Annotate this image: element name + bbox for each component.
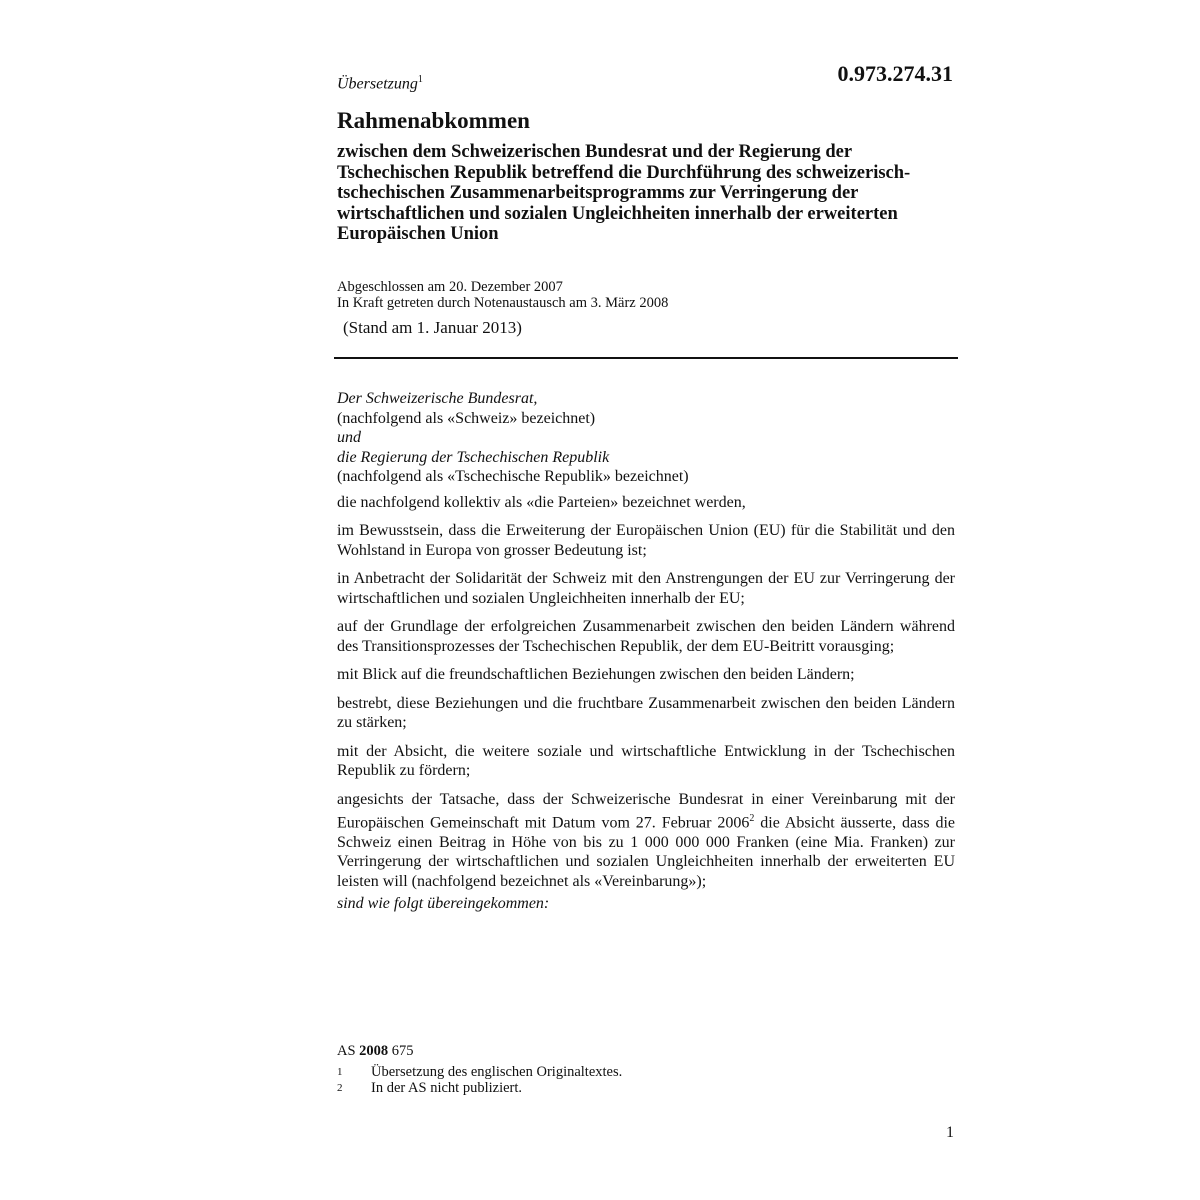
footnote-ref-1[interactable]: 1 <box>417 74 423 85</box>
party-switzerland-note: (nachfolgend als «Schweiz» bezeichnet) <box>337 409 596 427</box>
status-date: (Stand am 1. Januar 2013) <box>343 318 522 337</box>
as-prefix: AS <box>337 1043 356 1059</box>
translation-text: Übersetzung <box>337 75 418 93</box>
official-collection-ref <box>337 1043 414 1060</box>
page-number: 1 <box>946 1124 954 1141</box>
preamble-paragraph: die nachfolgend kollektiv als «die Parteien» bezeichnet werden, <box>337 493 746 511</box>
preamble-paragraph: mit Blick auf die freundschaftlichen Beziehungen zwischen den beiden Ländern; <box>337 666 855 683</box>
closing-statement: sind wie folgt übereingekommen: <box>337 895 550 913</box>
as-year: 2008 <box>359 1043 389 1059</box>
party-czech-note: (nachfolgend als «Tschechische Republik» bezeichnet) <box>337 468 689 485</box>
document-title: Rahmenabkommen <box>337 108 530 133</box>
translation-label <box>337 74 423 93</box>
header-divider <box>334 357 958 359</box>
document-meta <box>337 279 668 311</box>
document-subtitle: zwischen dem Schweizerischen Bundesrat und der Regierung der Tschechischen Republik betreffend die Durchführung des schweizerisch-tschechischen Zusammenarbeitsprogramms zur Verringerung der wirtschaftlichen und sozialen Ungleichheiten innerhalb der erweiterten Europäischen Union <box>337 142 911 244</box>
concluded-date: Abgeschlossen am 20. Dezember 2007 <box>337 279 563 295</box>
preamble-paragraph: auf der Grundlage der erfolgreichen Zusammenarbeit zwischen den beiden Ländern während des Transitionsprozesses der Tschechischen Republik, der dem EU-Beitritt vorausging; <box>337 618 955 655</box>
party-czech: die Regierung der Tschechischen Republik <box>337 448 610 466</box>
as-page: 675 <box>391 1043 414 1059</box>
preamble-paragraph: bestrebt, diese Beziehungen und die fruchtbare Zusammenarbeit zwischen den beiden Ländern zu stärken; <box>337 694 955 731</box>
preamble <box>337 389 955 923</box>
sr-number: 0.973.274.31 <box>837 61 953 86</box>
in-force-date: In Kraft getreten durch Notenaustausch am 3. März 2008 <box>337 295 669 311</box>
conjunction-and: und <box>337 429 361 446</box>
party-switzerland: Der Schweizerische Bundesrat, <box>337 390 538 407</box>
footnotes <box>337 1064 622 1096</box>
footnote-number: 1 <box>337 1066 343 1078</box>
footnote <box>337 1064 622 1080</box>
parties-block <box>337 389 955 487</box>
preamble-paragraph: in Anbetracht der Solidarität der Schweiz mit den Anstrengungen der EU zur Verringerung der wirtschaftlichen und sozialen Ungleichheiten innerhalb der EU; <box>337 570 955 607</box>
footnote-text: In der AS nicht publiziert. <box>371 1080 523 1096</box>
footnote-number: 2 <box>337 1082 343 1094</box>
preamble-paragraph: im Bewusstsein, dass die Erweiterung der Europäischen Union (EU) für die Stabilität und den Wohlstand in Europa von grosser Bedeutung ist; <box>337 522 955 559</box>
footnote-text: Übersetzung des englischen Originaltextes. <box>371 1064 623 1080</box>
footnote <box>337 1080 622 1096</box>
footnote-ref-2[interactable]: 2 <box>749 813 755 824</box>
p8-text-after: die Absicht äusserte, dass die Schweiz einen Beitrag in Höhe von bis zu 1 000 000 000 Franken (eine Mia. Franken) zur Verringerung der wirtschaftlichen und sozialen Ungleichheiten innerhalb der erweiterten EU leisten will (nachfolgend bezeichnet als «Vereinbarung»); <box>337 814 956 890</box>
preamble-paragraph: mit der Absicht, die weitere soziale und wirtschaftliche Entwicklung in der Tschechischen Republik zu fördern; <box>337 742 955 779</box>
p8-text-before: angesichts der Tatsache, dass der Schweizerische Bundesrat in einer Vereinbarung mit der Europäischen Gemeinschaft mit Datum vom 27. Februar 2006 <box>337 790 955 832</box>
preamble-paragraph <box>337 790 955 892</box>
